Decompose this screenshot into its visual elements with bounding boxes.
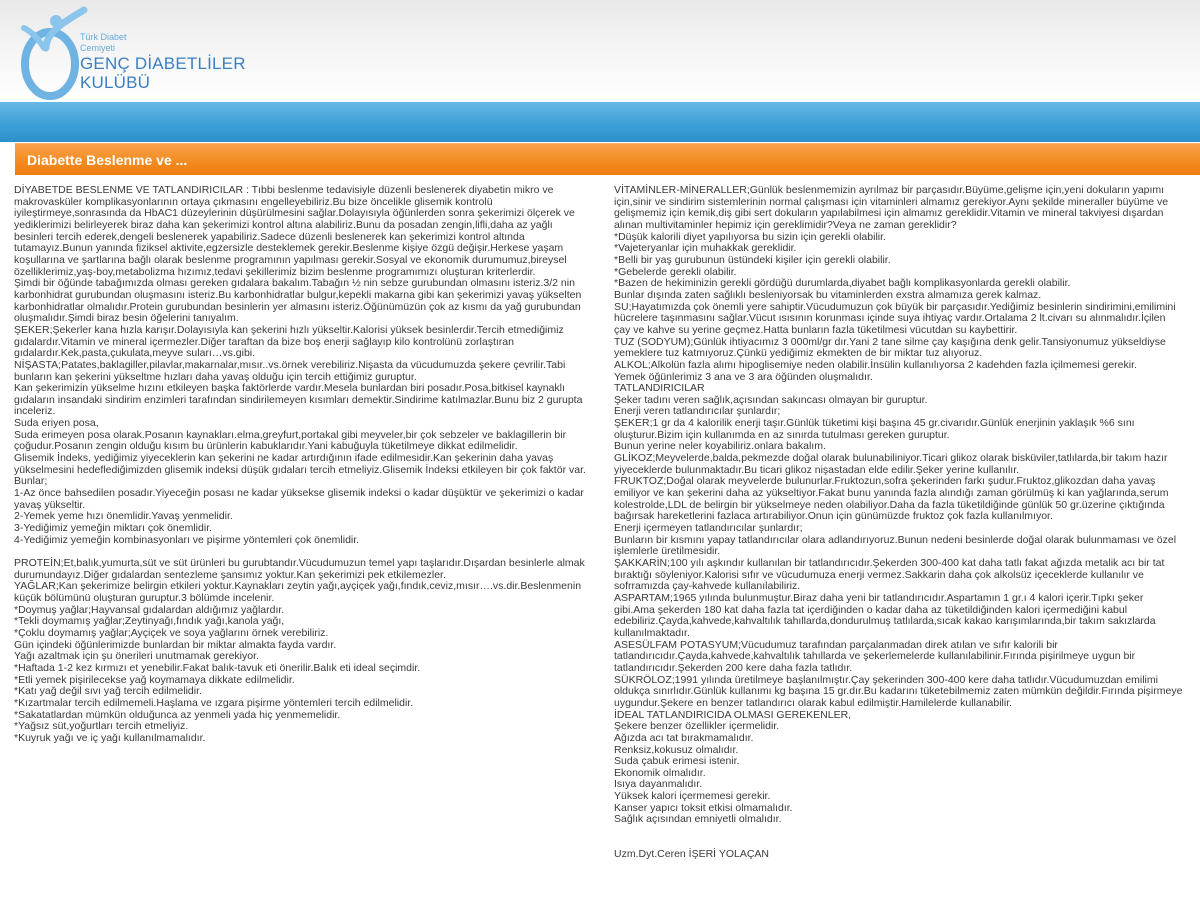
nisasta-paragraph: NİŞASTA;Patates,baklagiller,pilavlar,makarnalar,mısır..vs.örnek verebiliriz.Nişasta da vücudumuzda şekere çevrilir.Tabi bunların kan şekerini yükseltme hızları daha yavaş olduğu için tercih ettiğimiz guruptur. xyxy=(14,358,566,383)
list-item: 2-Yemek yeme hızı önemlidir.Yavaş yenmelidir. xyxy=(14,510,233,523)
supplement-line: *Düşük kalorili diyet yapılıyorsa bu sizin için gerekli olabilir. xyxy=(614,230,886,243)
supplement-line: *Bazen de hekiminizin gerekli gördüğü durumlarda,diyabet bağlı komplikasyonlarda gerekli olabilir. xyxy=(614,277,1071,290)
fat-line: *Sakatatlardan mümkün olduğunca az yenmeli yada hiç yenmemelidir. xyxy=(14,708,341,721)
ideal-item: Kanser yapıcı toksit etkisi olmamalıdır. xyxy=(614,801,793,814)
ideal-heading: İDEAL TATLANDIRICIDA OLMASI GEREKENLER, xyxy=(614,708,852,721)
logo-club-line1: GENÇ DİABETLİLER xyxy=(80,54,246,73)
tat-groups: Enerji veren tatlandırıcılar şunlardır; xyxy=(614,405,781,418)
sukroloz-paragraph: SÜKRÖLOZ;1991 yılında üretilmeye başlanılmıştır.Çay şekerinden 300-400 kere daha tatlıdır.Vücudumuzdan emilimi oldukça sınırlıdır.Günlük kullanımı kg başına 15 gr.dır.Bu kadarını tüketebilmemiz zaten mümkün değildir.Fırında pişirmeye uygundur.Şekere en benzer tatlandırıcı olarak kabul edilmiştir.Hamilelerde kullanabilir. xyxy=(614,673,1183,709)
fat-line: *Tekli doymamış yağlar;Zeytinyağı,fındık yağı,kanola yağı, xyxy=(14,615,285,628)
fat-line: *Çoklu doymamış yağlar;Ayçiçek ve soya yağlarını örnek verebiliriz. xyxy=(14,626,329,639)
tat-intro: Şeker tadını veren sağlık,açısından sakıncası olmayan bir guruptur. xyxy=(614,393,928,406)
su-paragraph: SU;Hayatımızda çok önemli yere sahiptir.Vücudumuzun çok büyük bir parçasıdır.Yediğimiz besinlerin sindirimini,emilimini hücrelere taşınmasını sağlar.Vücut ısısının korunması içinde suya ihtiyaç vardır.Ortalama 2 lt.civarı su alınmalıdır.İçilen çay ve kahve su yerine geçmez.Hatta bunların fazla tüketilmesi vücutdan su kaybettirir. xyxy=(614,300,1176,336)
supplement-line: *Vajeteryanlar için muhakkak gereklidir. xyxy=(614,242,797,255)
ideal-item: Isıya dayanmalıdır. xyxy=(614,778,703,791)
plate-paragraph: Şimdi bir öğünde tabağımızda olması gereken gıdalara bakalım.Tabağın ½ nin sebze gurubundan olmasını isteriz.3/2 nin karbonhidrat gurubundan oluşmasını isteriz.Bu karbonhidratlar bulgur,kepekli makarna gibi kan şekerimizi yavaş yükselten karbonhidratlar olmalıdır.Protein gurubundan besinlerin yer almasını isteriz.Öğünümüzün çok az kısmı da yağ gurubundan oluşmalıdır.Şimdi biraz besin öğelerini tanıyalım. xyxy=(14,277,582,325)
logo-society-name xyxy=(80,32,150,54)
fat-line: *Kızartmalar tercih edilmemeli.Haşlama ve ızgara pişirme yöntemleri tercih edilmelidir. xyxy=(14,696,414,709)
fat-line: *Katı yağ değil sıvı yağ tercih edilmelidir. xyxy=(14,685,202,698)
sakkarin-paragraph: ŞAKKARİN;100 yılı aşkındır kullanılan bir tatlandırıcıdır.Şekerden 300-400 kat daha tatlı fakat ağızda metalik acı bir tat bıraktığı söyleniyor.Kalorisi sıfır ve vücudumuza enerji vermez.Sakkarin daha çok alkolsüz içeceklerde kullanılır ve sofrramızda çay-kahvede kullanılabiliriz. xyxy=(614,557,1165,593)
ideal-item: Renksiz,kokusuz olmalıdır. xyxy=(614,743,739,756)
yerine-line: Bunun yerine neler koyabiliriz.onlara bakalım. xyxy=(614,440,826,453)
page-title: Diabette Beslenme ve ... xyxy=(27,152,188,168)
seker-paragraph: ŞEKER;Şekerler kana hızla karışır.Dolayısıyla kan şekerini hızlı yükseltir.Kalorisi yüksek besinlerdir.Tercih etmediğimiz gıdalardır.Vitamin ve mineral içermezler.Diğer taraftan da bize boş enerji sağlayıp kilo kontrolünü zorlaştıran gıdalardır.Kek,pasta,çukulata,meyve suları…vs.gibi. xyxy=(14,323,564,360)
alkol-paragraph: ALKOL;Alkolün fazla alımı hipoglisemiye neden olabilir.İnsülin kullanılıyorsa 2 kadehden fazla içilmemesi gerekir. xyxy=(614,358,1137,371)
fruktoz-paragraph: FRUKTOZ;Doğal olarak meyvelerde bulunurlar.Fruktozun,sofra şekerinden farkı şudur.Fruktoz,glikozdan daha yavaş emiliyor ve kan şekerini daha az yükseltiyor.Fakat bunu yanında fazla alındığı zaman görülmüş ki kan yağlarında,serum kolestrolde,LDL de belirgin bir yükselmeye neden olabiliyor.Daha da fazla tüketildiğinde günlük 50 gr.üzerine çıktığında bağırsak hareketlerini fazlaca artırabiliyor.Onun için günümüzde fruktoz çok fazla kullanılmıyor. xyxy=(614,475,1169,523)
article-left-column xyxy=(14,185,586,744)
nav-band xyxy=(0,102,1200,142)
list-item: 4-Yediğimiz yemeğin kombinasyonları ve pişirme yöntemleri çok önemlidir. xyxy=(14,533,360,546)
yaglar-paragraph: YAĞLAR;Kan şekerimize belirgin etkileri yoktur.Kaynakları zeytin yağı,ayçiçek yağı,fındık,ceviz,mısır….vs.dir.Beslenmenin küçük bölümünü oluşturan guruptur.3 bölümde incelenir. xyxy=(14,580,582,604)
asesulfam-paragraph: ASESÜLFAM POTASYUM;Vücudumuz tarafından parçalanmadan direk atılan ve sıfır kalorili bir tatlandırıcıdır.Çayda,kahvede,kahvaltılık tahıllarda ve şekerlemelerde kullanılabilinir.Fırında pişirilmeye uygun bir tatlandırıcıdır.Şekerden 200 kere daha fazla tatlıdır. xyxy=(614,638,1136,674)
vitamin-paragraph: VİTAMİNLER-MİNERALLER;Günlük beslenmemizin ayrılmaz bir parçasıdır.Büyüme,gelişme için,yeni dokuların yapımı için,sinir ve sindirim sistemlerinin normal çalışması için vitaminleri almamız gerekiyor.Aynı şekilde mineraller büyüme ve gelişmemiz için kemik,diş gibi sert dokuların yapılabilmesi için almamız gereklidir.Vitamin ve mineral takviyesi dışardan alınan multivitaminler hepimiz için gereklimidir?Veya ne zaman gereklidir? xyxy=(614,184,1169,231)
ideal-item: Ekonomik olmalıdır. xyxy=(614,766,706,779)
aspartam-paragraph: ASPARTAM;1965 yılında bulunmuştur.Biraz daha yeni bir tatlandırıcıdır.Aspartamın 1 gr.ı 4 kalori içerir.Tıpkı şeker gibi.Ama şekerden 180 kat daha fazla tat içerdiğinden o kadar daha az tüketildiğinden kalori içermediğini kabul edebiliriz.Çayda,kahvede,kahvaltılık tahıllarda,dondurulmuş tatlılarda,sıcak kakao karışımlarında,bir takım sakızlarda kullanılmaktadır. xyxy=(614,591,1156,639)
ideal-item: Suda çabuk erimesi istenir. xyxy=(614,755,740,768)
logo-society-line2: Cemiyeti xyxy=(80,43,116,53)
protein-paragraph: PROTEİN;Et,balık,yumurta,süt ve süt ürünleri bu gurubtandır.Vücudumuzun temel yapı taşlarıdır.Dışardan besinlerle almak durumundayız.Diğer gıdalardan sentezleme şansımız yoktur.Kan şekerimizi pek etkilemezler. xyxy=(14,556,585,581)
fat-line: *Kuyruk yağı ve iç yağı kullanılmamalıdır. xyxy=(14,731,206,744)
supplement-line: Bunlar dışında zaten sağlıklı besleniyorsak bu vitaminlerden exstra almamıza gerek kalmaz. xyxy=(614,288,1042,301)
author-signature: Uzm.Dyt.Ceren İŞERİ YOLAÇAN xyxy=(614,848,770,861)
supplement-line: *Belli bir yaş gurubunun üstündeki kişiler için gerekli olabilir. xyxy=(614,253,891,266)
tuz-paragraph: TUZ (SODYUM);Günlük ihtiyacımız 3 000ml/gr dır.Yani 2 tane silme çay kaşığına denk gelir.Tansiyonumuz yükseldiyse yemeklere tuz katmıyoruz.Çünkü yediğimiz ekmekten de bir miktar tuz alıyoruz. xyxy=(614,335,1166,360)
logo-club-name[interactable] xyxy=(80,54,246,92)
ideal-item: Ağızda acı tat bırakmamalıdır. xyxy=(614,731,754,744)
ogun-paragraph: Yemek öğünlerimiz 3 ana ve 3 ara öğünden oluşmalıdır. xyxy=(614,370,873,383)
posa-paragraph: Kan şekerimizin yükselme hızını etkileyen başka faktörlerde vardır.Mesela bunlardan biri posadır.Posa,bitkisel kaynaklı gıdaların insandaki sindirim enzimleri tarafından sindirilemeyen kısımları demektir.Sindirime katılmazlar.Bunu biz 2 gurupta inceleriz. xyxy=(14,382,583,418)
ideal-item: Sağlık açısından emniyetli olmalıdır. xyxy=(614,813,782,826)
article-right-column xyxy=(614,185,1184,861)
glisemik-paragraph: Glisemik İndeks, yediğimiz yiyeceklerin kan şekerini ne kadar artırdığının ifade edilmesidir.Kan şekerinin daha yavaş yükselmesini hedeflediğimizden glisemik indeksi düşük gıdaları tercih etmeliyiz.Glisemik İndeksi etkileyen bir çok faktör var. xyxy=(14,452,586,476)
glikoz-paragraph: GLİKOZ;Meyvelerde,balda,pekmezde doğal olarak bulunabiliniyor.Ticari glikoz olarak bisküviler,tatlılarda,bir takım hazır yiyeceklerde bulunmaktadır.Bu ticari glikoz nişastadan elde edilir.Şeker yerine kullanılır. xyxy=(614,452,1168,476)
yapay-paragraph: Bunların bir kısmını yapay tatlandırıcılar olara adlandırıyoruz.Bunun nedeni besinlerde doğal olarak bulunmaması ve özel işlemlerle üretilmesidir. xyxy=(614,533,1177,558)
fat-line: *Haftada 1-2 kez kırmızı et yenebilir.Fakat balık-tavuk eti önerilir.Balık eti ideal seçimdir. xyxy=(14,661,421,674)
fat-line: Yağı azaltmak için şu önerileri unutmamak gerekiyor. xyxy=(14,650,259,663)
non-energy-line: Enerji içermeyen tatlandırıcılar şunlardır; xyxy=(614,522,803,535)
posa-type-1: Suda eriyen posa, xyxy=(14,417,99,430)
site-header xyxy=(0,0,1200,102)
posa-type-2: Suda erimeyen posa olarak.Posanın kaynakları.elma,greyfurt,portakal gibi meyveler,bir çok sebzeler ve baklagillerin bir çoğudur.Posanın zengin olduğu kısım bu ürünlerin kabuklarıdır.Yani kabuğuyla tüketilmeye dikkat edilmelidir. xyxy=(14,428,567,453)
fat-line: *Yağsız süt,yoğurtları tercih etmeliyiz. xyxy=(14,720,189,733)
ideal-item: Yüksek kalori içermemesi gerekir. xyxy=(614,790,771,803)
tatlandiricilar-heading: TATLANDIRICILAR xyxy=(614,382,705,395)
fat-line: Gün içindeki öğünlerimizde bunlardan bir miktar almakta fayda vardır. xyxy=(14,638,337,651)
list-item: 3-Yediğimiz yemeğin miktarı çok önemlidir. xyxy=(14,522,213,535)
intro-paragraph: DİYABETDE BESLENME VE TATLANDIRICILAR : Tıbbi beslenme tedavisiyle düzenli beslenerek diyabetin mikro ve makrovasküler komplikasyonlarının ortaya çıkmasını engelleyebiliriz.Bu bize öncelikle glisemik kontrolü iyileştirmeye,sonrasında da HbAC1 düzeylerinin düşürülmesini sağlar.Dolayısıyla öğünlerden sonra şekerimizi ölçerek ve yediklerimizi belirleyerek biraz daha kan şekerimizi kontrol altına alabiliriz.Bunu da posadan zengin,lifli,daha az yağlı besinleri tercih ederek,dengeli beslenerek yapabiliriz.Sadece düzenli beslenerek kan şekerimizi kontrol altında tutamayız.Bunun yanında fiziksel aktivite,egzersizle desteklemek gerekir.Beslenme kişiye özgü değişir.Herkese yaşam koşullarına ve şartlarına bağlı olarak beslenme programının yapılması gerekir.Sosyal ve ekonomik durumumuz,bireysel özelliklerimiz,yaş-boy,metabolizma hızımız,tedavi şekillerimiz bizim beslenme programımızı oluşturan kriterlerdir. xyxy=(14,184,575,278)
seker-sweetener-paragraph: ŞEKER;1 gr da 4 kalorilik enerji taşır.Günlük tüketimi kişi başına 45 gr.civarıdır.Günlük enerjinin yaklaşık %6 sını oluşturur.Bizim için kullanımda en az sınırda tutulması gereken guruptur. xyxy=(614,417,1135,441)
ideal-item: Şekere benzer özellikler içermelidir. xyxy=(614,720,780,733)
supplement-line: *Gebelerde gerekli olabilir. xyxy=(614,265,737,278)
page-title-bar xyxy=(15,143,1200,175)
logo-society-line1: Türk Diabet xyxy=(80,32,127,42)
bunlar-label: Bunlar; xyxy=(14,475,48,488)
logo-club-line2: KULÜBÜ xyxy=(80,73,151,92)
fat-line: *Etli yemek pişirilecekse yağ koymamaya dikkate edilmelidir. xyxy=(14,673,295,686)
list-item: 1-Az önce bahsedilen posadır.Yiyeceğin posası ne kadar yüksekse glisemik indeksi o kadar düşüktür ve şekerimizi o kadar yavaş yükseltir. xyxy=(14,487,584,511)
fat-line: *Doymuş yağlar;Hayvansal gıdalardan aldığımız yağlardır. xyxy=(14,603,285,616)
